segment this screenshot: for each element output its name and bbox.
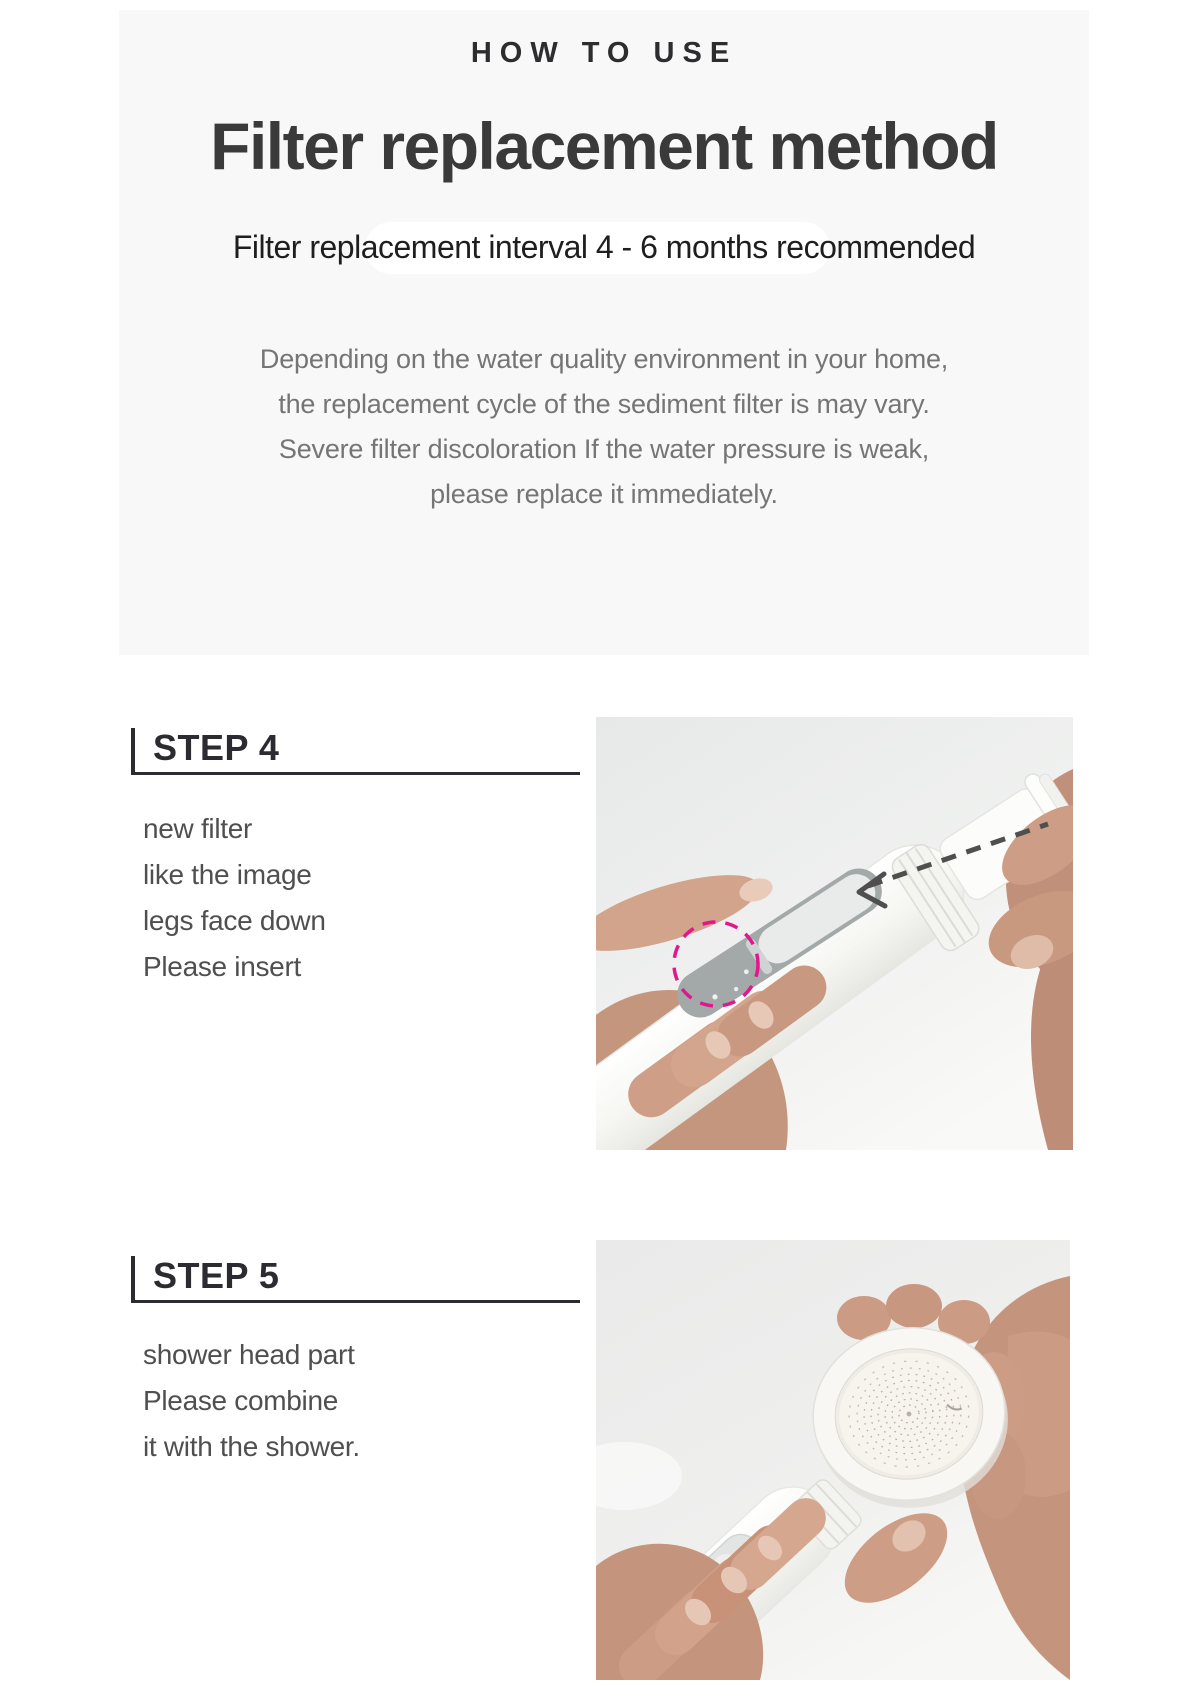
description-line: please replace it immediately.	[430, 479, 778, 509]
step5-heading	[131, 1256, 580, 1304]
step-heading-bar	[131, 1256, 135, 1302]
step-heading-bar	[131, 728, 135, 774]
step4-heading	[131, 728, 580, 776]
instruction-line: new filter	[143, 813, 253, 844]
step5-photo-shower-head	[596, 1240, 1070, 1680]
description	[119, 337, 1089, 517]
step4-photo-filter-insert	[596, 717, 1073, 1150]
step4-label: STEP 4	[153, 727, 280, 768]
shower-head-photo-illustration	[596, 1240, 1070, 1680]
instruction-line: shower head part	[143, 1339, 355, 1370]
instruction-line: like the image	[143, 859, 312, 890]
page-title: Filter replacement method	[210, 109, 998, 183]
step-heading-underline	[131, 1300, 580, 1303]
filter-insert-photo-illustration	[596, 717, 1073, 1150]
description-line: Severe filter discoloration If the water pressure is weak,	[278, 434, 930, 464]
subtitle: Filter replacement interval 4 - 6 months recommended	[232, 229, 976, 265]
instruction-line: Please insert	[143, 951, 301, 982]
step-heading-underline	[131, 772, 580, 775]
instruction-line: Please combine	[143, 1385, 339, 1416]
description-line: Depending on the water quality environment in your home,	[259, 344, 949, 374]
description-line: the replacement cycle of the sediment filter is may vary.	[278, 389, 930, 419]
header-panel	[119, 10, 1089, 655]
step5-instructions	[143, 1332, 360, 1470]
fingertip	[886, 1284, 942, 1328]
step4-instructions	[143, 806, 326, 990]
instruction-line: it with the shower.	[143, 1431, 360, 1462]
step5-label: STEP 5	[153, 1255, 280, 1296]
instruction-line: legs face down	[143, 905, 326, 936]
section-eyebrow: HOW TO USE	[470, 37, 738, 69]
